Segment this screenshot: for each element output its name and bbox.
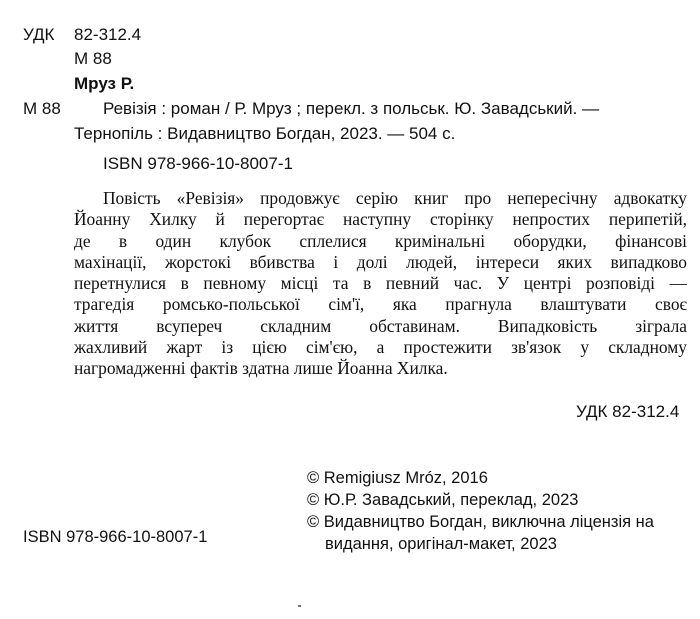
author-heading: Мруз Р.	[74, 74, 135, 93]
bibliographic-line-2: Тернопіль : Видавництво Богдан, 2023. — 504 с.	[74, 124, 456, 143]
udk-code: 82-312.4	[74, 25, 142, 44]
cutter-code-top: М 88	[74, 49, 112, 68]
annotation-line: де в один клубок сплелися кримінальні оборудки, фінансові	[74, 230, 687, 251]
cutter-code-left: М 88	[23, 99, 61, 118]
bibliographic-line-1: Ревізія : роман / Р. Мруз ; перекл. з польськ. Ю. Завадський. —	[103, 99, 600, 118]
isbn-top: ISBN 978-966-10-8007-1	[103, 154, 293, 173]
annotation-line: махінації, жорстокі вбивства і долі людей, інтереси яких випадково	[74, 251, 687, 272]
copyright-line: © Ю.Р. Завадський, переклад, 2023	[307, 491, 579, 509]
annotation-line: трагедія ромсько-польської сім'ї, яка прагнула влаштувати своє	[74, 294, 687, 315]
annotation-line: Йоанну Хилку й перегортає наступну сторінку непростих перипетій,	[74, 209, 687, 230]
annotation-line: Повість «Ревізія» продовжує серію книг про непересічну адвокатку	[103, 188, 687, 208]
udk-bottom: УДК 82-312.4	[576, 402, 680, 421]
isbn-bottom: ISBN 978-966-10-8007-1	[23, 528, 208, 546]
udk-label: УДК	[23, 25, 55, 44]
copyright-line: © Remigiusz Mróz, 2016	[307, 469, 488, 487]
copyright-line: © Видавництво Богдан, виключна ліцензія на	[307, 513, 654, 531]
annotation-line: життя всупереч складним обставинам. Випадковість зіграла	[74, 315, 687, 336]
annotation-line: перетнулися в певному місці та в певний час. У центрі розповіді —	[74, 273, 687, 294]
annotation-paragraph	[74, 188, 687, 380]
annotation-line: нагромадженні фактів здатна лише Йоанна Хилка.	[74, 358, 448, 379]
print-speck	[298, 605, 301, 607]
annotation-line: жахливий жарт із цією сім'єю, а простежити зв'язок у складному	[74, 337, 687, 358]
copyright-line: видання, оригінал-макет, 2023	[325, 535, 557, 553]
